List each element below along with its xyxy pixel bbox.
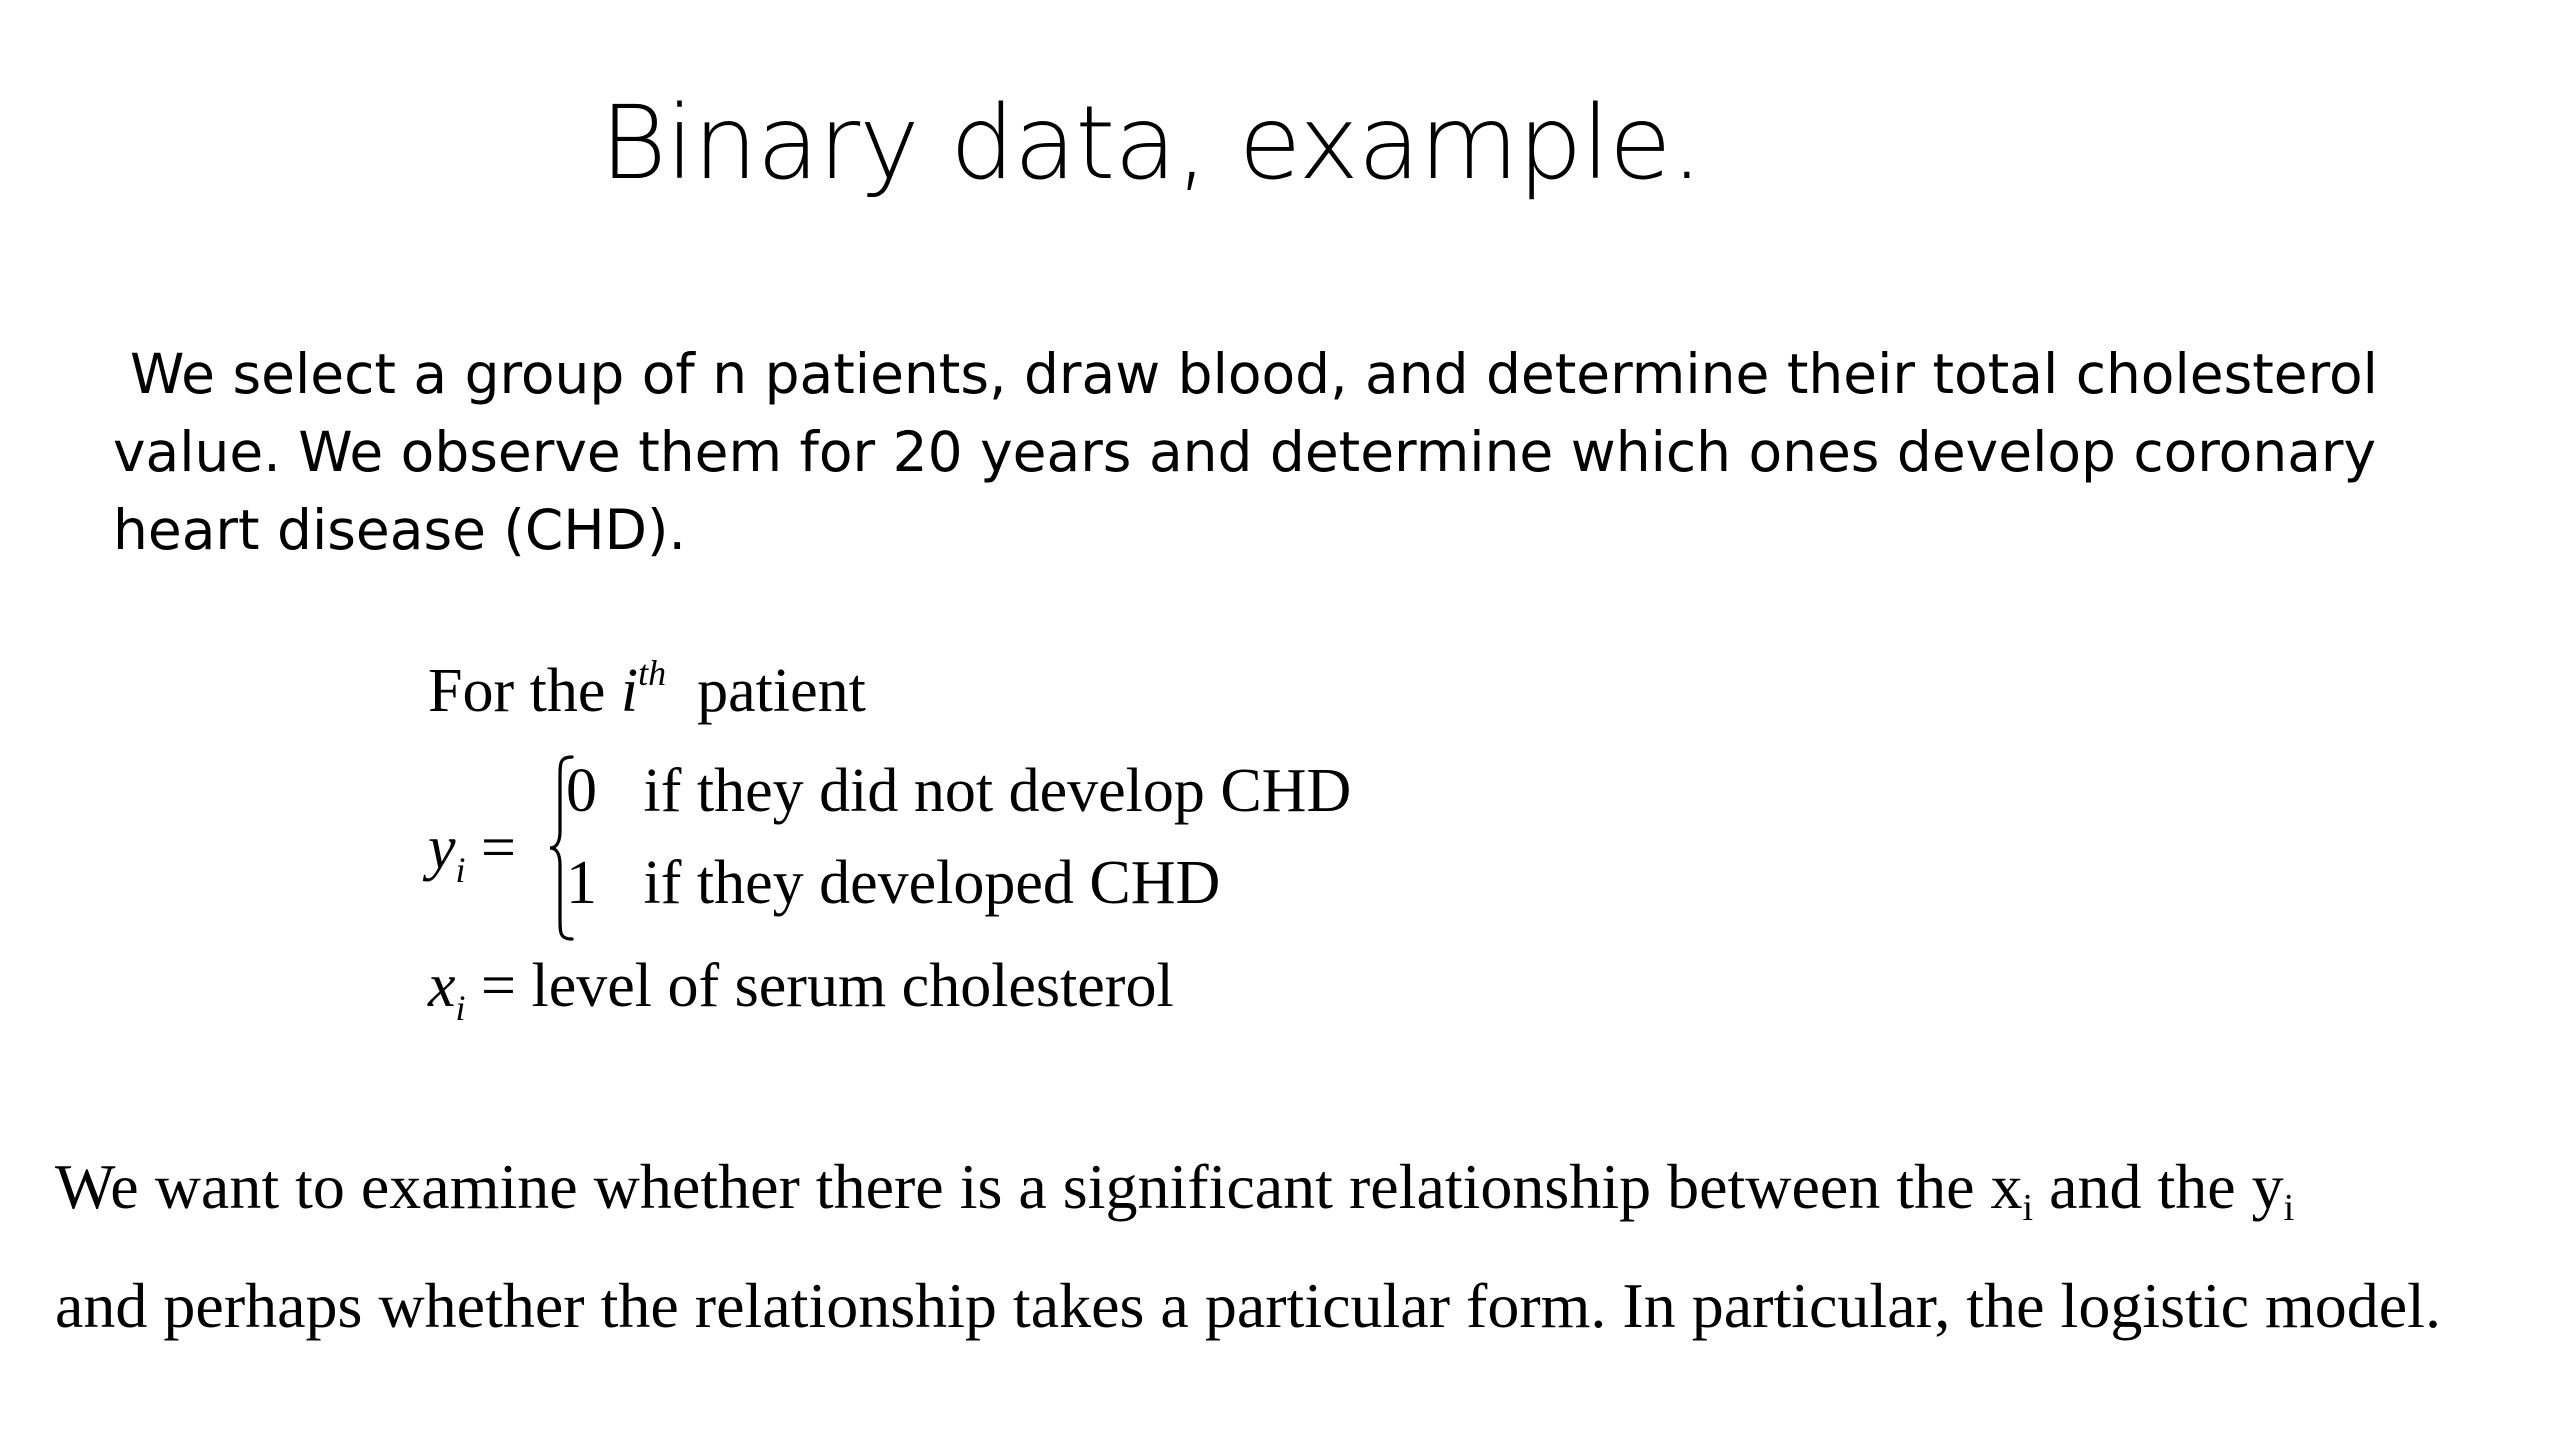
slide-title: Binary data, example. <box>600 84 1703 203</box>
conclusion-line-2: and perhaps whether the relationship takes a particular form. In particular, the logistic model. <box>55 1270 2441 1341</box>
case-0-text: if they did not develop CHD <box>643 757 1352 825</box>
intro-line-1: We select a group of n patients, draw blood, and determine their total cholesterol <box>130 342 2378 406</box>
y-subscript-inline: i <box>2283 1187 2295 1229</box>
x-subscript-inline: i <box>2022 1187 2034 1229</box>
x-subscript: i <box>455 988 466 1028</box>
intro-paragraph <box>113 335 2378 569</box>
math-for-patient <box>428 653 866 725</box>
i-variable: i <box>620 657 639 725</box>
case-1-row <box>566 849 1221 917</box>
x-variable: x <box>428 952 456 1020</box>
case-1-value: 1 <box>566 849 597 917</box>
x-definition-text: level of serum cholesterol <box>531 952 1174 1020</box>
equals-sign: = <box>481 814 517 882</box>
conclusion-line-1-part-1: We want to examine whether there is a significant relationship between the x <box>55 1151 2023 1222</box>
x-definition <box>428 952 1174 1028</box>
th-superscript: th <box>638 653 667 693</box>
case-0-value: 0 <box>566 757 597 825</box>
y-subscript: i <box>455 850 466 890</box>
for-the-text: For the <box>428 657 606 725</box>
equals-sign: = <box>481 952 517 1020</box>
patient-text: patient <box>697 657 866 725</box>
case-0-row <box>566 757 1352 825</box>
intro-line-2: value. We observe them for 20 years and determine which ones develop coronary <box>113 420 2377 484</box>
conclusion-line-1 <box>55 1138 2441 1257</box>
case-1-text: if they developed CHD <box>643 849 1221 917</box>
y-definition-lhs <box>428 814 517 890</box>
intro-line-3: heart disease (CHD). <box>113 498 686 562</box>
conclusion-paragraph <box>55 1138 2441 1355</box>
conclusion-line-1-part-2: and the y <box>2033 1151 2284 1222</box>
y-variable: y <box>428 814 456 882</box>
